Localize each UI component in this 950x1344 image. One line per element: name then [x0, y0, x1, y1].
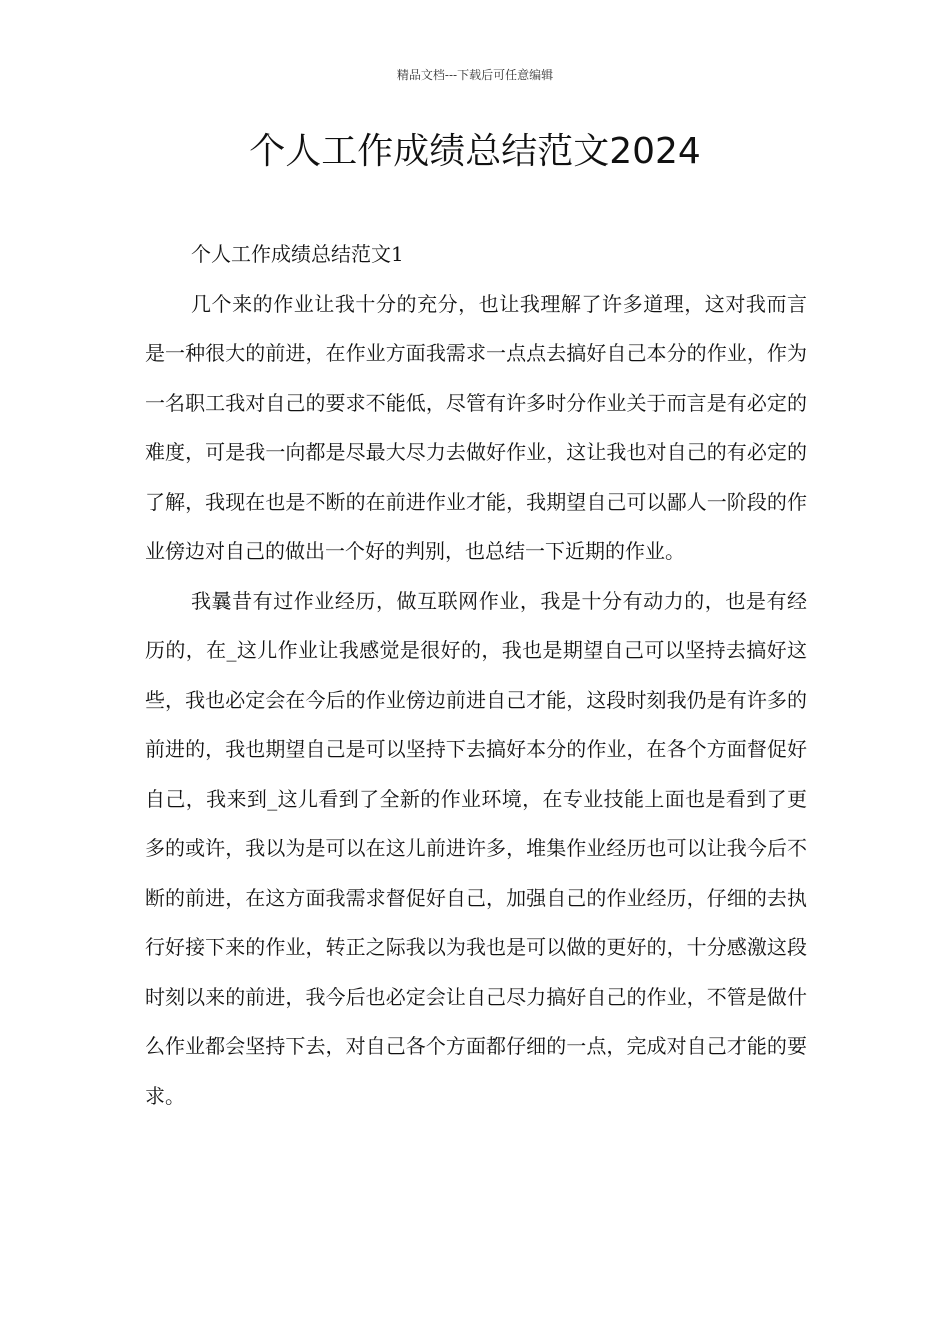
- document-title: 个人工作成绩总结范文2024: [249, 131, 701, 172]
- document-body: [145, 230, 807, 1121]
- section-heading: 个人工作成绩总结范文1: [191, 242, 404, 266]
- paragraph-1: 几个来的作业让我十分的充分，也让我理解了许多道理，这对我而言是一种很大的前进，在作业方面我需求一点点去搞好自己本分的作业，作为一名职工我对自己的要求不能低，尽管有许多时分作业关于而言是有必定的难度，可是我一向都是尽最大尽力去做好作业，这让我也对自己的有必定的了解，我现在也是不断的在前进作业才能，我期望自己可以鄙人一阶段的作业傍边对自己的做出一个好的判别，也总结一下近期的作业。: [145, 291, 807, 563]
- paragraph-2: 我曩昔有过作业经历，做互联网作业，我是十分有动力的，也是有经历的，在_这儿作业让我感觉是很好的，我也是期望自己可以坚持去搞好这些，我也必定会在今后的作业傍边前进自己才能，这段时刻我仍是有许多的前进的，我也期望自己是可以坚持下去搞好本分的作业，在各个方面督促好自己，我来到_这儿看到了全新的作业环境，在专业技能上面也是看到了更多的或许，我以为是可以在这儿前进许多，堆集作业经历也可以让我今后不断的前进，在这方面我需求督促好自己，加强自己的作业经历，仔细的去执行好接下来的作业，转正之际我以为我也是可以做的更好的，十分感激这段时刻以来的前进，我今后也必定会让自己尽力搞好自己的作业，不管是做什么作业都会坚持下去，对自己各个方面都仔细的一点，完成对自己才能的要求。: [145, 588, 807, 1108]
- header-note: 精品文档---下载后可任意编辑: [396, 68, 554, 82]
